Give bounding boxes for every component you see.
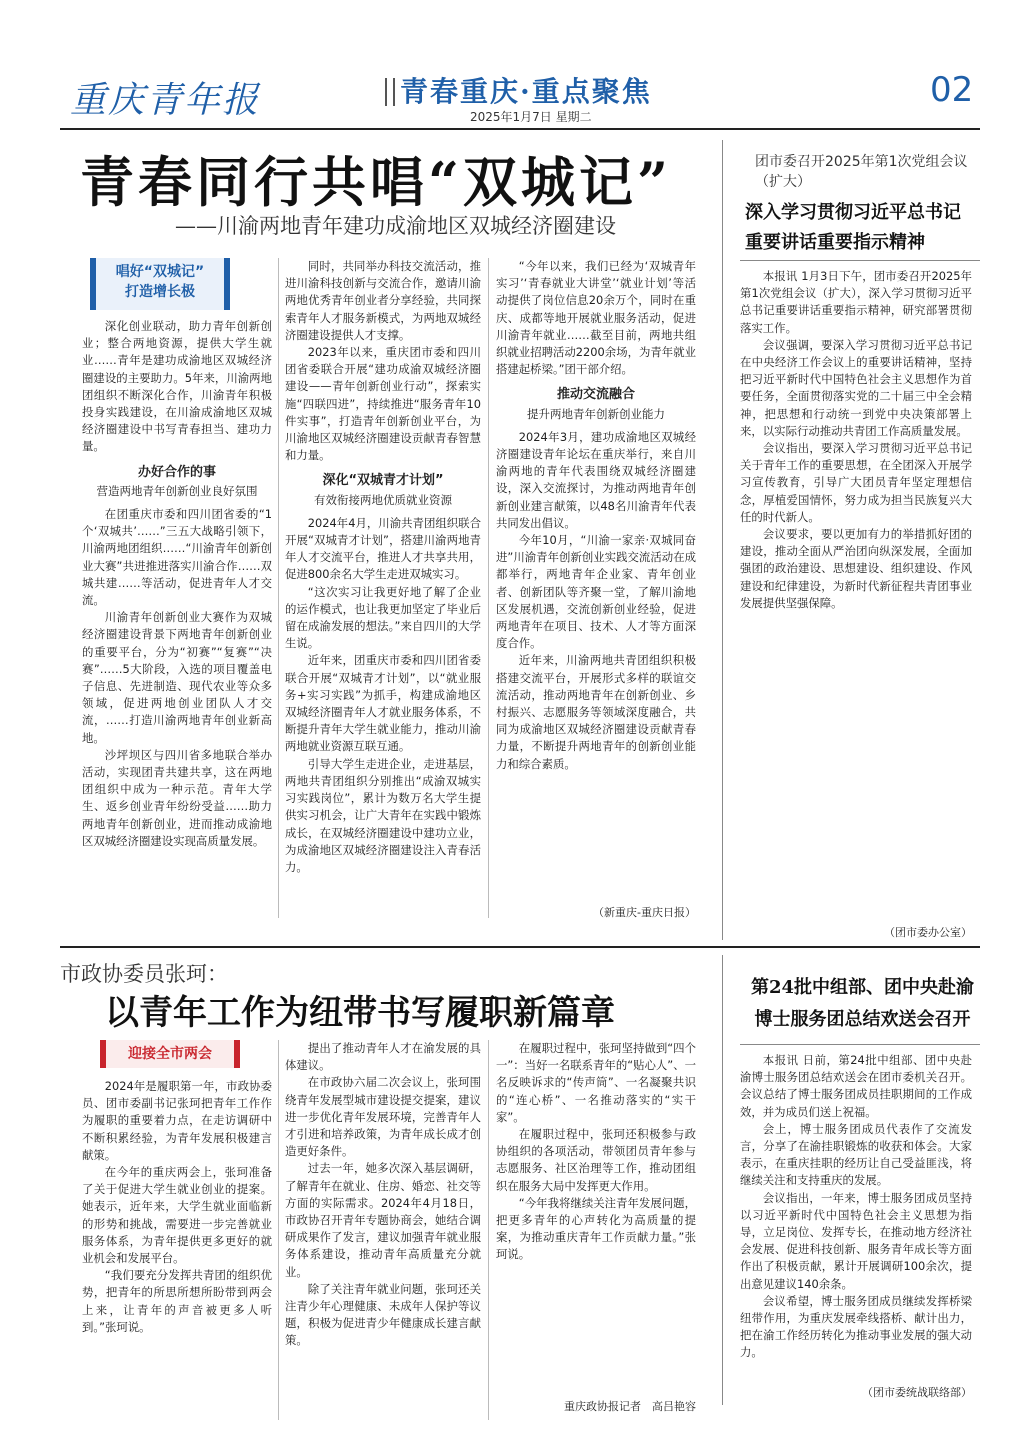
second-tag: 迎接全市两会: [100, 1040, 240, 1068]
paragraph: “这次实习让我更好地了解了企业的运作模式，也让我更加坚定了毕业后留在成渝发展的想法。”来自四川的大学生说。: [285, 584, 481, 651]
paragraph: 会议强调，要深入学习贯彻习近平总书记在中央经济工作会议上的重要讲话精神，坚持把习近平新时代中国特色社会主义思想作为首要任务，全面贯彻落实党的二十届三中全会精神，把思想和行动统一到党中央决策部署上来，以实际行动推动共青团工作高质量发展。: [740, 337, 972, 438]
paragraph: 沙坪坝区与四川省多地联合举办活动，实现团青共建共享，这在两地团组织中成为一种示范。青年大学生、返乡创业青年纷纷受益……助力两地青年创新创业，进而推动成渝地区双城经济圈建设实现高质量发展。: [82, 747, 272, 848]
subhead-2-deck: 有效衔接两地优质就业资源: [314, 492, 452, 507]
sidebar-divider: [722, 955, 723, 1405]
tag-line-2: 打造增长极: [125, 284, 195, 300]
paragraph: 川渝青年创新创业大赛作为双城经济圈建设背景下两地青年创新创业的重要平台，分为“初赛”“复赛”“决赛”……5大阶段，入选的项目覆盖电子信息、先进制造、现代农业等众多领域，促进两地创业团队人才交流，……打造川渝两地青年创业新高地。: [82, 610, 272, 745]
paragraph: 会议指出，一年来，博士服务团成员坚持以习近平新时代中国特色社会主义思想为指导，立足岗位、发挥专长，在推动地方经济社会发展、促进科技创新、服务青年成长等方面作出了积极贡献，累计开展调研100余次，提出意见建议140余条。: [740, 1190, 972, 1291]
second-column-3: [496, 1040, 696, 1390]
paragraph: 引导大学生走进企业，走进基层，两地共青团组织分别推出“成渝双城实习实践岗位”，累计为数万名大学生提供实习机会，让广大青年在实践中锻炼成长，在双城经济圈建设中建功立业，为成渝地区双城经济圈建设注入青春活力。: [285, 756, 481, 874]
right-bottom-body: [740, 1052, 972, 1372]
middle-rule: [60, 946, 980, 948]
paragraph: 在市政协六届二次会议上，张珂围绕青年发展型城市建设提交提案，建议进一步优化青年发展环境，完善青年人才引进和培养政策，为青年成长成才创造更好条件。: [285, 1075, 481, 1159]
paragraph: 会议要求，要以更加有力的举措抓好团的建设，推动全面从严治团向纵深发展，全面加强团的政治建设、思想建设、组织建设、作风建设和纪律建设，为新时代新征程共青团事业发展提供坚强保障。: [740, 527, 972, 610]
column-divider: [488, 1040, 489, 1420]
paragraph: 会上，博士服务团成员代表作了交流发言，分享了在渝挂职锻炼的收获和体会。大家表示，在重庆挂职的经历让自己受益匪浅，将继续关注和支持重庆的发展。: [740, 1121, 972, 1188]
right-bottom-title-line-2: 博士服务团总结欢送会召开: [754, 1009, 971, 1030]
paragraph: 同时，共同举办科技交流活动，推进川渝科技创新与交流合作，邀请川渝两地优秀青年创业者分享经验，共同探索青年人才服务新模式，为两地双城经济圈建设提供人才支撑。: [285, 259, 481, 342]
right-top-kicker: 团市委召开2025年第1次党组会议（扩大）: [755, 154, 968, 190]
lead-subheadline: ——川渝两地青年建功成渝地区双城经济圈建设: [175, 214, 616, 238]
second-headline: 以青年工作为纽带书写履职新篇章: [105, 993, 615, 1033]
right-bottom-rule: [740, 1044, 980, 1045]
paragraph: 过去一年，她多次深入基层调研，了解青年在就业、住房、婚恋、社交等方面的实际需求。2024年4月18日，市政协召开青年专题协商会，她结合调研成果作了发言，建议加强青年就业服务体系建设，推动青年高质量充分就业。: [285, 1161, 481, 1279]
subhead-3: 推动交流融合: [556, 387, 635, 403]
section-title: 青春重庆·重点聚焦: [400, 75, 652, 108]
paragraph: 本报讯 日前，第24批中组部、团中央赴渝博士服务团总结欢送会在团市委机关召开。会议总结了博士服务团成员挂职期间的工作成效，并为成员们送上祝福。: [740, 1053, 972, 1119]
right-top-byline: （团市委办公室）: [884, 926, 972, 939]
issue-date: 2025年1月7日 星期二: [470, 110, 592, 124]
right-top-title-line-1: 深入学习贯彻习近平总书记: [745, 202, 961, 223]
subhead-1-deck: 营造两地青年创新创业良好氛围: [96, 483, 258, 498]
right-bottom-title-line-1: 第24批中组部、团中央赴渝: [750, 977, 975, 998]
paragraph: “今年我将继续关注青年发展问题，把更多青年的心声转化为高质量的提案，为推动重庆青年工作贡献力量。”张珂说。: [496, 1195, 696, 1262]
subhead-1: 办好合作的事: [137, 464, 216, 480]
paragraph: 2024年是履职第一年，市政协委员、团市委副书记张珂把青年工作作为履职的重要着力点，在走访调研中不断积累经验，为青年发展积极建言献策。: [82, 1079, 272, 1162]
paragraph: 在履职过程中，张珂坚持做到“四个一”：当好一名联系青年的“贴心人”、一名反映诉求的“传声筒”、一名凝聚共识的“连心桥”、一名推动落实的“实干家”。: [496, 1041, 696, 1124]
second-kicker: 市政协委员张珂：: [60, 962, 228, 986]
right-top-title: [745, 198, 980, 258]
paragraph: 近年来，团重庆市委和四川团省委联合开展“双城青才计划”，以“就业服务+实习实践”为抓手，构建成渝地区双城经济圈青年人才就业服务体系，不断提升青年大学生就业能力，推动川渝两地就业资源互联互通。: [285, 653, 481, 754]
sidebar-divider: [722, 140, 723, 940]
paragraph: 2023年以来，重庆团市委和四川团省委联合开展“建功成渝双城经济圈建设——青年创新创业行动”，探索实施“四联四进”，持续推进“服务青年10件实事”，打造青年创新创业平台，为川渝地区双城经济圈建设贡献青春智慧和力量。: [285, 345, 481, 463]
paragraph: 会议希望，博士服务团成员继续发挥桥梁纽带作用，为重庆发展牵线搭桥、献计出力，把在渝工作经历转化为推动事业发展的强大动力。: [740, 1293, 972, 1360]
paragraph: “我们要充分发挥共青团的组织优势，把青年的所思所想所盼带到两会上来，让青年的声音被更多人听到。”张珂说。: [82, 1268, 272, 1334]
paragraph: 本报讯 1月3日下午，团市委召开2025年第1次党组会议（扩大），深入学习贯彻习近平总书记重要讲话重要指示精神，研究部署贯彻落实工作。: [740, 269, 972, 335]
right-bottom-byline: （团市委统战联络部）: [862, 1386, 972, 1399]
paragraph: 除了关注青年就业问题，张珂还关注青少年心理健康、未成年人保护等议题，积极为促进青少年健康成长建言献策。: [285, 1281, 481, 1348]
lead-intro: 深化创业联动，助力青年创新创业；整合两地资源，提供大学生就业……青年是建功成渝地区双城经济圈建设的主要助力。5年来，川渝两地团组织不断深化合作，川渝青年积极投身实践建设，在川渝成渝地区双城经济圈建设中书写青春担当、建功力量。: [82, 319, 272, 454]
column-divider: [488, 258, 489, 918]
section-tag: [90, 258, 230, 310]
lead-byline: （新重庆-重庆日报）: [593, 906, 696, 919]
paragraph: 近年来，川渝两地共青团组织积极搭建交流平台，开展形式多样的联谊交流活动，推动两地青年在创新创业、乡村振兴、志愿服务等领域深度融合，共同为成渝地区双城经济圈建设贡献青春力量，不断提升两地青年的创新创业能力和综合素质。: [496, 653, 696, 771]
subhead-2: 深化“双城青才计划”: [322, 473, 444, 489]
second-column-2: [285, 1040, 481, 1420]
second-column-1: [82, 1078, 272, 1418]
paragraph: “今年以来，我们已经为‘双城青年实习’‘青春就业大讲堂’‘就业计划’等活动提供了岗位信息20余万个，同时在重庆、成都等地开展就业服务活动，促进川渝青年就业……截至目前，两地共组织就业招聘活动2200余场，为青年就业搭建起桥梁。”团干部介绍。: [496, 259, 696, 377]
paragraph: 2024年3月，建功成渝地区双城经济圈建设青年论坛在重庆举行，来自川渝两地的青年代表围绕双城经济圈建设，深入交流探讨，为推动两地青年创新创业建言献策，以48名川渝青年代表共同发出倡议。: [496, 429, 696, 530]
page-number: 02: [930, 70, 974, 110]
right-top-title-line-2: 重要讲话重要指示精神: [745, 232, 925, 253]
lead-headline: 青春同行共唱“双城记”: [80, 150, 673, 214]
paragraph: 今年10月，“川渝一家亲·双城同奋进”川渝青年创新创业实践交流活动在成都举行，两地青年企业家、青年创业者、创新团队等齐聚一堂，了解川渝地区发展机遇，交流创新创业经验，促进两地青年在项目、技术、人才等方面深度合作。: [496, 533, 696, 651]
lead-column-3: [496, 258, 696, 898]
second-byline: 重庆政协报记者 高吕艳容: [564, 1400, 696, 1413]
right-top-rule: [740, 260, 980, 261]
column-divider: [278, 258, 279, 918]
paragraph: 2024年4月，川渝共青团组织联合开展“双城青才计划”，搭建川渝两地青年人才交流平台，推进人才共享共用，促进800余名大学生走进双城实习。: [285, 515, 481, 582]
masthead-logo: 重庆青年报: [70, 80, 261, 121]
right-top-body: [740, 268, 972, 918]
section-divider-bars: [385, 78, 395, 106]
lead-column-2: [285, 258, 481, 918]
column-divider: [278, 1040, 279, 1420]
paragraph: 会议指出，要深入学习贯彻习近平总书记关于青年工作的重要思想，在全团深入开展学习宣传教育，引导广大团员青年坚定理想信念，厚植爱国情怀，努力成为担当民族复兴大任的时代新人。: [740, 441, 972, 524]
paragraph: 提出了推动青年人才在渝发展的具体建议。: [285, 1041, 481, 1073]
paragraph: 在履职过程中，张珂还积极参与政协组织的各项活动，带领团员青年参与志愿服务、社区治理等工作，推动团组织在服务大局中发挥更大作用。: [496, 1127, 696, 1193]
paragraph: 在今年的重庆两会上，张珂准备了关于促进大学生就业创业的提案。她表示，近年来，大学生就业面临新的形势和挑战，需要进一步完善就业服务体系，为青年提供更多更好的就业机会和发展平台。: [82, 1165, 272, 1266]
top-rule: [60, 128, 980, 130]
subhead-3-deck: 提升两地青年创新创业能力: [527, 406, 665, 421]
paragraph: 在团重庆市委和四川团省委的“1个‘双城共’……”三五大战略引领下，川渝两地团组织……“川渝青年创新创业大赛”共进推进落实川渝合作……双城共建……等活动，促进青年人才交流。: [82, 507, 272, 608]
right-bottom-title: [745, 972, 980, 1036]
lead-column-1: [82, 318, 272, 918]
tag-line-1: 唱好“双城记”: [115, 264, 205, 280]
